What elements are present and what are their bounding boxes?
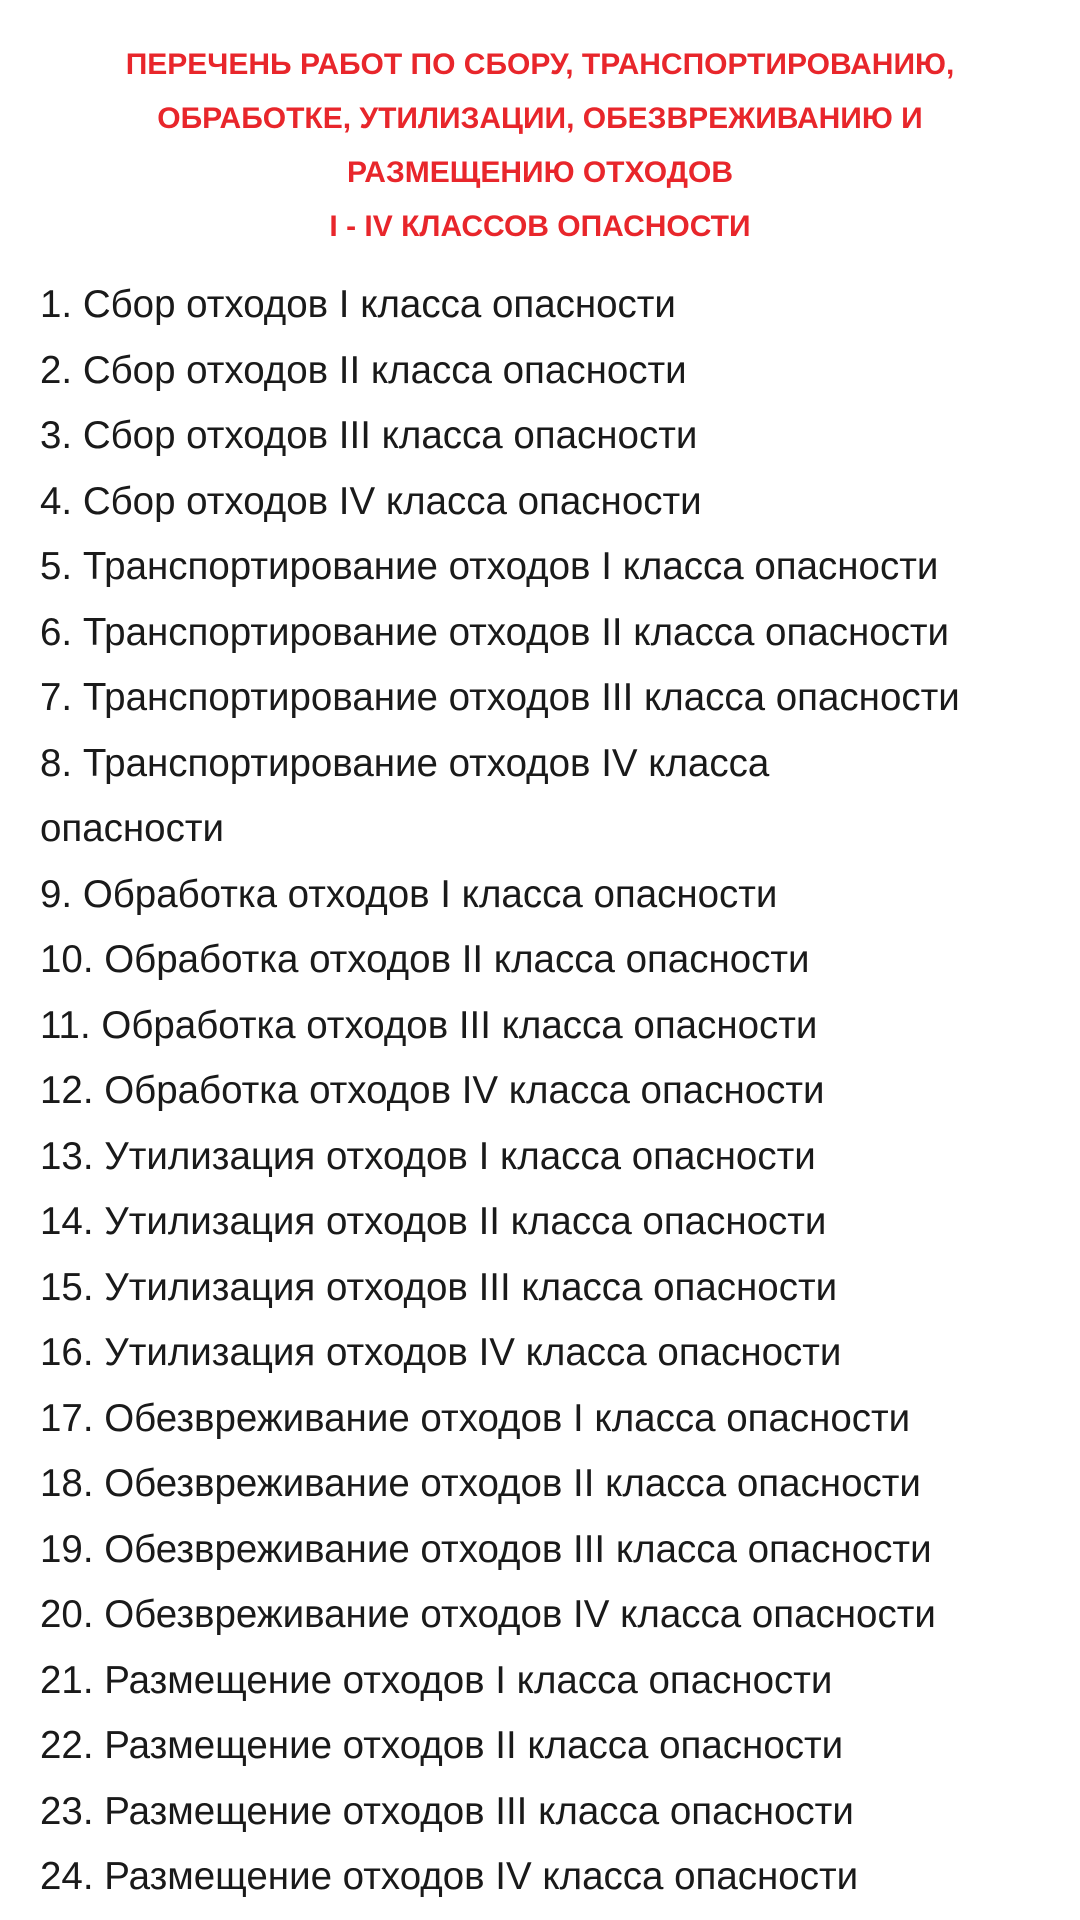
list-item bbox=[40, 1189, 1060, 1255]
item-text: Утилизация отходов I класса опасности bbox=[104, 1134, 816, 1178]
title-line: ОБРАБОТКЕ, УТИЛИЗАЦИИ, ОБЕЗВРЕЖИВАНИЮ И bbox=[157, 102, 923, 135]
list-item bbox=[40, 927, 1060, 993]
title-line: ПЕРЕЧЕНЬ РАБОТ ПО СБОРУ, ТРАНСПОРТИРОВАНИЮ, bbox=[125, 48, 955, 81]
list-item bbox=[40, 469, 1060, 535]
list-item bbox=[40, 403, 1060, 469]
item-text: Транспортирование отходов II класса опасности bbox=[82, 610, 950, 654]
list-item bbox=[40, 1320, 1060, 1386]
item-number: 12. bbox=[40, 1069, 94, 1112]
list-item bbox=[40, 600, 1060, 666]
list-item bbox=[40, 1124, 1060, 1190]
item-number: 15. bbox=[40, 1265, 94, 1309]
item-number: 9. bbox=[40, 872, 73, 916]
item-number: 17. bbox=[40, 1396, 94, 1440]
item-number: 4. bbox=[40, 479, 73, 523]
item-number: 24. bbox=[40, 1855, 94, 1898]
item-text: Обработка отходов I класса опасности bbox=[82, 872, 778, 916]
item-text: Сбор отходов II класса опасности bbox=[82, 348, 687, 392]
item-number: 20. bbox=[40, 1593, 94, 1636]
item-text: Обезвреживание отходов II класса опасности bbox=[104, 1462, 921, 1505]
item-text: Размещение отходов IV класса опасности bbox=[104, 1855, 859, 1898]
item-number: 7. bbox=[40, 676, 73, 719]
item-text: Обработка отходов IV класса опасности bbox=[104, 1069, 825, 1112]
title-line: РАЗМЕЩЕНИЮ ОТХОДОВ bbox=[346, 156, 734, 189]
item-number: 8. bbox=[40, 741, 73, 785]
list-item bbox=[40, 1582, 1060, 1648]
item-number: 22. bbox=[40, 1724, 94, 1767]
list-item bbox=[40, 862, 1060, 928]
list-item bbox=[40, 1844, 1060, 1910]
works-list bbox=[40, 272, 1060, 1910]
item-text: Размещение отходов I класса опасности bbox=[104, 1658, 833, 1702]
item-text: Утилизация отходов II класса опасности bbox=[104, 1200, 827, 1243]
item-number: 21. bbox=[40, 1658, 94, 1702]
item-text: Размещение отходов II класса опасности bbox=[104, 1724, 844, 1767]
list-item bbox=[40, 993, 1060, 1059]
item-text: Транспортирование отходов IV класса опасности bbox=[40, 741, 770, 850]
list-item bbox=[40, 1255, 1060, 1321]
title-line: I - IV КЛАССОВ ОПАСНОСТИ bbox=[329, 210, 751, 243]
item-number: 1. bbox=[40, 283, 73, 326]
item-number: 16. bbox=[40, 1331, 94, 1374]
item-text: Обезвреживание отходов I класса опасности bbox=[104, 1396, 911, 1440]
list-item bbox=[40, 338, 1060, 404]
item-text: Утилизация отходов III класса опасности bbox=[104, 1265, 838, 1309]
list-item bbox=[40, 534, 1060, 600]
list-item bbox=[40, 1648, 1060, 1714]
item-number: 5. bbox=[40, 545, 73, 588]
list-item bbox=[40, 731, 880, 862]
item-text: Сбор отходов III класса опасности bbox=[82, 414, 698, 457]
list-item bbox=[40, 1386, 1060, 1452]
page-title bbox=[40, 38, 1060, 254]
item-number: 18. bbox=[40, 1462, 94, 1505]
item-number: 10. bbox=[40, 938, 94, 981]
item-number: 6. bbox=[40, 610, 73, 654]
item-text: Обезвреживание отходов IV класса опасности bbox=[104, 1593, 936, 1636]
list-item bbox=[40, 1451, 1060, 1517]
item-number: 2. bbox=[40, 348, 73, 392]
item-text: Транспортирование отходов III класса опасности bbox=[82, 676, 960, 719]
item-number: 14. bbox=[40, 1200, 94, 1243]
item-text: Обработка отходов III класса опасности bbox=[101, 1003, 818, 1047]
item-text: Обработка отходов II класса опасности bbox=[104, 938, 810, 981]
item-text: Сбор отходов I класса опасности bbox=[82, 283, 676, 326]
item-text: Утилизация отходов IV класса опасности bbox=[104, 1331, 842, 1374]
item-text: Размещение отходов III класса опасности bbox=[104, 1789, 854, 1833]
list-item bbox=[40, 272, 1060, 338]
list-item bbox=[40, 1713, 1060, 1779]
list-item bbox=[40, 1058, 1060, 1124]
item-text: Обезвреживание отходов III класса опасности bbox=[104, 1527, 932, 1571]
item-number: 19. bbox=[40, 1527, 94, 1571]
item-number: 13. bbox=[40, 1134, 94, 1178]
list-item bbox=[40, 665, 1060, 731]
item-text: Сбор отходов IV класса опасности bbox=[82, 479, 702, 523]
item-number: 11. bbox=[40, 1003, 91, 1047]
list-item bbox=[40, 1779, 1060, 1845]
item-number: 23. bbox=[40, 1789, 94, 1833]
item-text: Транспортирование отходов I класса опасности bbox=[82, 545, 939, 588]
list-item bbox=[40, 1517, 1060, 1583]
item-number: 3. bbox=[40, 414, 73, 457]
